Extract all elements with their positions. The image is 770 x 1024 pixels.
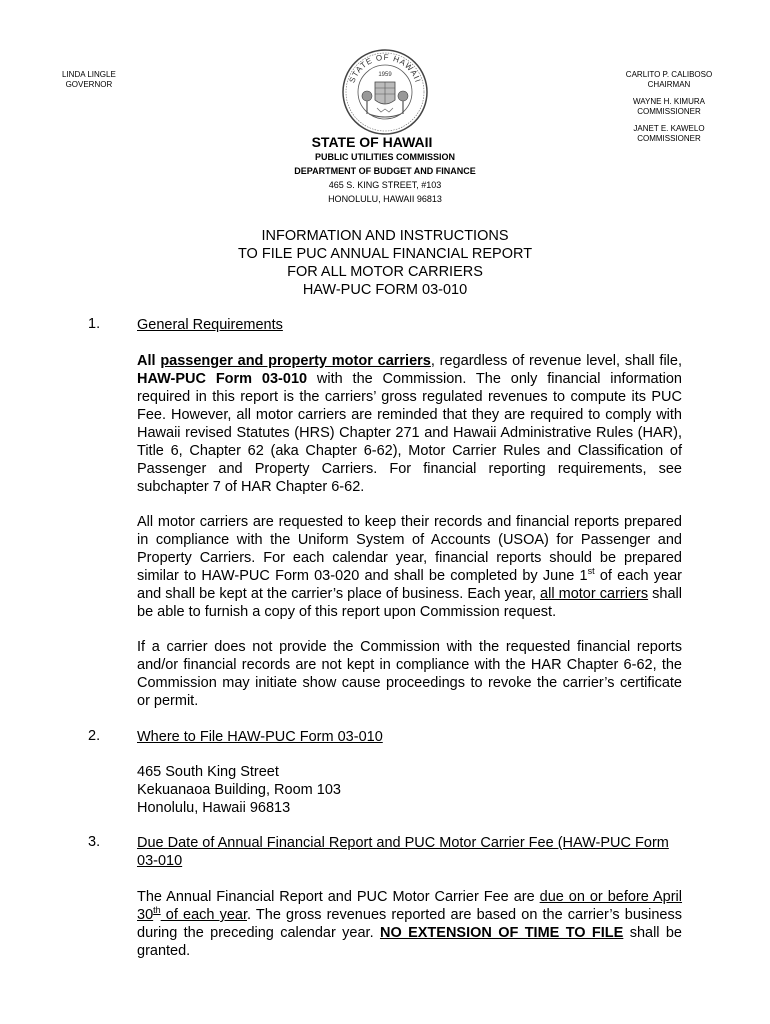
commissioner-title: COMMISSIONER (637, 106, 701, 116)
commission-members-block (604, 70, 734, 143)
section-heading: Where to File HAW-PUC Form 03-010 (137, 729, 383, 745)
paragraph (137, 352, 682, 496)
governor-title: GOVERNOR (65, 80, 113, 89)
seal-text: STATE OF HAWAII (347, 52, 423, 85)
paragraph-text: All (137, 353, 161, 369)
svg-text:STATE OF HAWAII (347, 53, 422, 84)
department-name: DEPARTMENT OF BUDGET AND FINANCE (294, 166, 476, 176)
address-line: Honolulu, Hawaii 96813 (137, 800, 291, 816)
paragraph (137, 888, 682, 960)
paragraph-text: All motor carriers are requested to keep their records and financial reports prepared in compliance with the Uniform System of Accounts (USOA) for Passenger and Property Carriers. For each calendar year, financial reports should be prepared similar to HAW-PUC Form 03-020 and shall be completed by June 1 (137, 514, 682, 584)
section-number: 3. (88, 834, 101, 850)
section-heading: Due Date of Annual Financial Report and PUC Motor Carrier Fee (HAW-PUC Form 03-010 (137, 835, 669, 869)
commission-name: PUBLIC UTILITIES COMMISSION (314, 152, 455, 162)
section-number: 1. (88, 316, 101, 332)
title-line: TO FILE PUC ANNUAL FINANCIAL REPORT (237, 246, 533, 262)
paragraph (137, 513, 682, 621)
agency-block (0, 134, 770, 206)
commissioner-name: WAYNE H. KIMURA (632, 97, 705, 106)
commissioner-title: COMMISSIONER (637, 133, 701, 143)
chairman-title: CHAIRMAN (647, 79, 691, 89)
chairman-name: CARLITO P. CALIBOSO (625, 70, 713, 79)
address-line: Kekuanaoa Building, Room 103 (137, 782, 341, 798)
paragraph: If a carrier does not provide the Commission with the requested financial reports and/or financial records are not kept in compliance with the HAR Chapter 6-62, the Commission may initiate show cause proceedings to revoke the carrier’s certificate or permit. (137, 639, 682, 709)
state-seal-icon (341, 48, 429, 136)
title-line: FOR ALL MOTOR CARRIERS (287, 264, 483, 280)
title-line: INFORMATION AND INSTRUCTIONS (261, 228, 509, 244)
paragraph-emphasis: due on or before April 30 (137, 889, 683, 923)
section-number: 2. (88, 728, 101, 744)
paragraph-text: with the Commission. The only financial information required in this report is the carriers’ gross regulated revenues to compute its PUC Fee. However, all motor carriers are reminded that they are required to comply with Hawaii revised Statutes (HRS) Chapter 271 and Hawaii Administrative Rules (HAR), Title 6, Chapter 62 (aka Chapter 6-62), Motor Carrier Rules and Classification of Passenger and Property Carriers. For financial reporting requirements, see subchapter 7 of HAR Chapter 6-62. (137, 371, 682, 495)
filing-address (137, 763, 341, 817)
superscript: st (587, 566, 595, 577)
paragraph-emphasis: of each year (160, 907, 247, 923)
address-line: 465 South King Street (137, 764, 279, 780)
paragraph-emphasis: passenger and property motor carriers (160, 353, 431, 369)
commissioner-name: JANET E. KAWELO (633, 124, 705, 133)
agency-address-line2: HONOLULU, HAWAII 96813 (328, 194, 442, 204)
document-title (0, 227, 770, 299)
form-reference: HAW-PUC Form 03-010 (137, 371, 308, 387)
title-line: HAW-PUC FORM 03-010 (302, 282, 468, 298)
paragraph-text: of each year and shall be kept at the carrier’s place of business. Each year, (137, 568, 682, 602)
paragraph-text: shall be granted. (137, 925, 682, 959)
state-name: STATE OF HAWAII (311, 134, 433, 150)
superscript: th (153, 905, 161, 916)
governor-block (62, 70, 116, 90)
governor-name: LINDA LINGLE (62, 70, 116, 79)
no-extension-notice: NO EXTENSION OF TIME TO FILE (379, 925, 624, 941)
paragraph-text: . The gross revenues reported are based on the carrier’s business during the preceding calendar year. (137, 907, 682, 941)
seal-year: 1959 (378, 72, 392, 78)
agency-address-line1: 465 S. KING STREET, #103 (328, 180, 442, 190)
paragraph-text: shall be able to furnish a copy of this report upon Commission request. (137, 586, 682, 620)
paragraph-text: , regardless of revenue level, shall file, (430, 353, 682, 369)
paragraph-text: The Annual Financial Report and PUC Motor Carrier Fee are (137, 889, 540, 905)
paragraph-emphasis: all motor carriers (540, 586, 649, 602)
section-heading: General Requirements (137, 317, 283, 333)
